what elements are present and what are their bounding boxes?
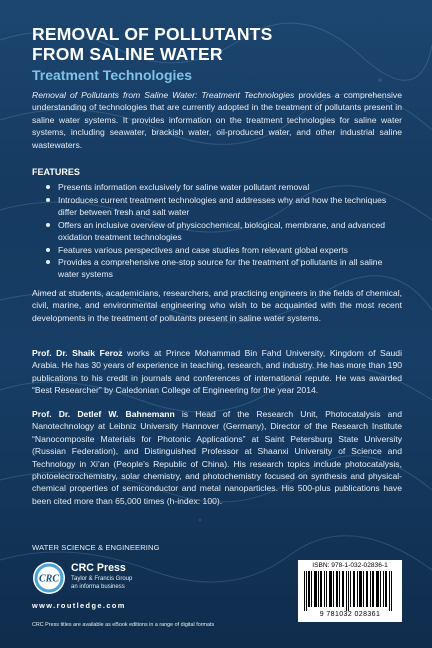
description-title-italic: Removal of Pollutants from Saline Water: Treatment Technologies: [32, 90, 295, 100]
barcode-bars: [302, 571, 398, 611]
ebook-note: CRC Press titles are available as eBook editions in a range of digital formats: [32, 622, 215, 628]
isbn-top-text: ISBN: 978-1-032-02836-1: [312, 562, 388, 569]
feature-item: Presents information exclusively for saline water pollutant removal: [32, 181, 404, 193]
logo-lettering: CRC: [38, 573, 60, 585]
publisher-group: Taylor & Francis Group: [71, 576, 133, 582]
author1-bio-text: works at Prince Mohammad Bin Fahd University, Kingdom of Saudi Arabia. He has 30 years of experience in teaching, research, and industry. He has more than 190 publications to his credit in journals and conferences of international repute. He was awarded “Best Researcher” by Caledonian College of Engineering for the year 2014.: [32, 348, 402, 396]
book-description: [32, 89, 402, 151]
feature-item: Introduces current treatment technologies and addresses why and how the techniques differ between fresh and salt water: [32, 194, 404, 218]
book-title-line2: FROM SALINE WATER: [32, 44, 223, 64]
author2-bio: [32, 408, 402, 507]
book-title-line1: REMOVAL OF POLLUTANTS: [32, 24, 273, 44]
features-list: [32, 181, 404, 281]
author2-bio-text: is Head of the Research Unit, Photocatalysis and Nanotechnology at Leibniz University Hannover (Germany), Director of the Research Institute “Nanocomposite Materials for Photonic Applications” at Saint Petersburg State University (Russian Federation), and Distinguished Professor at Shaanxi University of Science and Technology in Xi’an (People’s Republic of China). His research topics include photocatalysis, photoelectrochemistry, solar chemistry, and photochemistry focused on synthesis and physical-chemical properties of semiconductor and metal nanoparticles. His 500-plus publications have been cited more than 65,000 times (h-index: 100).: [32, 409, 402, 506]
author2-name: Prof. Dr. Detlef W. Bahnemann: [32, 409, 175, 419]
description-text: provides a comprehensive understanding of technologies that are currently adopted in the treatment of pollutants present in saline water systems. It provides information on the treatment technologies for saline water systems, including seawater, brackish water, oil-produced water, and other industrial saline wastewaters.: [32, 90, 402, 150]
isbn-barcode: [298, 560, 402, 622]
book-subtitle: Treatment Technologies: [32, 67, 192, 83]
series-name: WATER SCIENCE & ENGINEERING: [32, 543, 160, 552]
publisher-name: CRC Press: [71, 562, 126, 574]
feature-item: Provides a comprehensive one-stop source for the treatment of pollutants in all saline water systems: [32, 256, 404, 280]
feature-item: Offers an inclusive overview of physicochemical, biological, membrane, and advanced oxidation treatment technologies: [32, 219, 404, 243]
crc-press-logo-icon: [32, 561, 66, 595]
book-title: [32, 24, 412, 64]
author1-bio: [32, 347, 402, 397]
features-heading: FEATURES: [32, 167, 80, 177]
publisher-website: www.routledge.com: [32, 601, 126, 610]
audience-paragraph: Aimed at students, academicians, researchers, and practicing engineers in the fields of chemical, civil, marine, and environmental engineering who wish to be acquainted with the most recent developments in the treatment of pollutants present in saline water systems.: [32, 288, 402, 323]
author1-name: Prof. Dr. Shaik Feroz: [32, 348, 123, 358]
isbn-bottom-text: 9 781032 028361: [319, 611, 381, 618]
publisher-informa: an informa business: [71, 584, 125, 590]
feature-item: Features various perspectives and case studies from relevant global experts: [32, 244, 404, 256]
